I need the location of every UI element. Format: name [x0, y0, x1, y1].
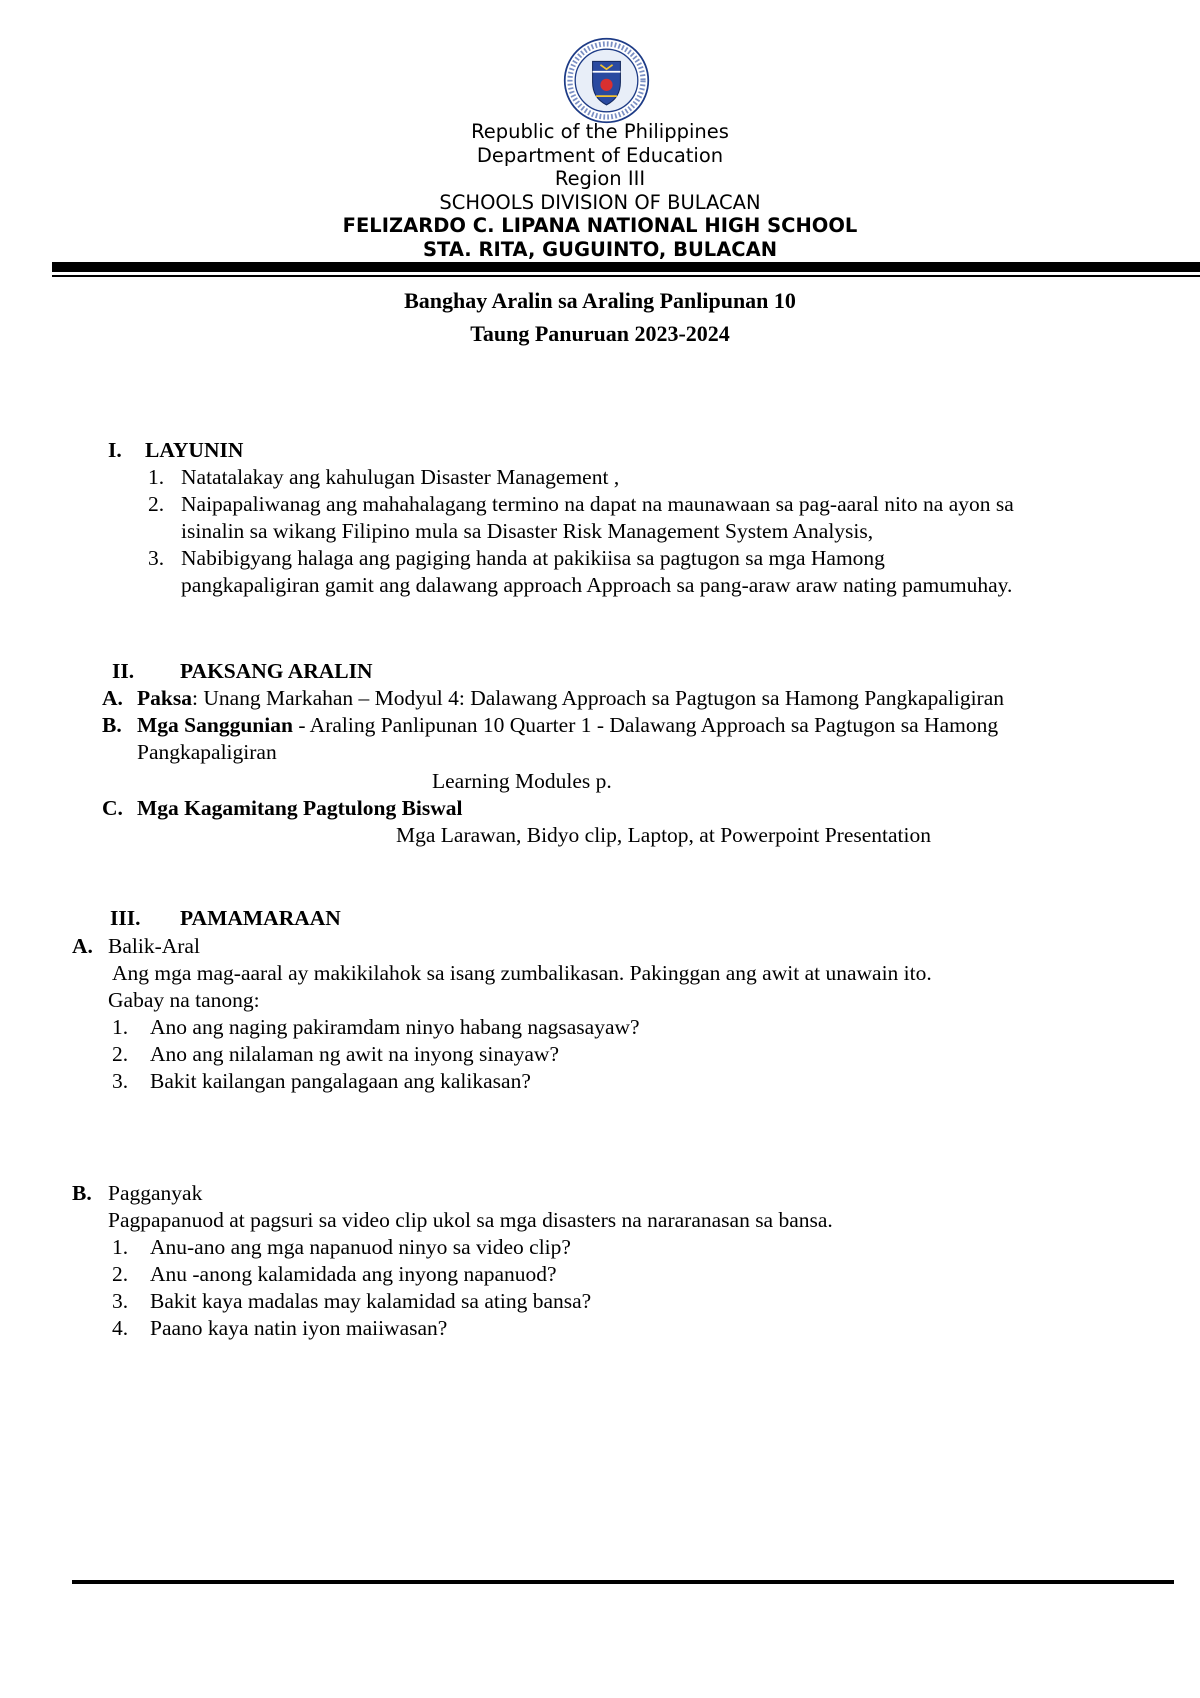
list-number: 4. — [112, 1316, 129, 1340]
list-letter: B. — [102, 713, 122, 737]
letterhead — [0, 120, 1200, 261]
deped-seal-icon — [563, 37, 650, 124]
subtitle-line: Taung Panuruan 2023-2024 — [470, 321, 730, 346]
header-line: SCHOOLS DIVISION OF BULACAN — [439, 190, 761, 214]
list-number: 2. — [148, 492, 165, 516]
school-address: STA. RITA, GUGUINTO, BULACAN — [422, 237, 778, 261]
question-item: Bakit kailangan pangalagaan ang kalikasan? — [150, 1069, 531, 1093]
header-divider-thin — [52, 275, 1200, 277]
list-number: 1. — [148, 465, 165, 489]
list-item: Nabibigyang halaga ang pagiging handa at pakikiisa sa pagtugon sa mga Hamong — [181, 546, 885, 570]
guide-label: Gabay na tanong: — [108, 988, 260, 1012]
list-number: 1. — [112, 1015, 129, 1039]
title-line: Banghay Aralin sa Araling Panlipunan 10 — [404, 288, 796, 313]
list-letter: A. — [102, 686, 123, 710]
topic-label: Paksa — [137, 686, 192, 710]
header-divider-thick — [52, 262, 1200, 272]
reference-label: Mga Sanggunian — [137, 713, 293, 737]
question-item: Ano ang nilalaman ng awit na inyong sinayaw? — [150, 1042, 559, 1066]
list-letter: B. — [72, 1181, 92, 1205]
section-heading: LAYUNIN — [145, 438, 244, 462]
question-item: Paano kaya natin iyon maiiwasan? — [150, 1316, 448, 1340]
list-item-continued: isinalin sa wikang Filipino mula sa Disaster Risk Management System Analysis, — [181, 519, 874, 543]
section-heading: PAKSANG ARALIN — [180, 659, 373, 683]
reference-line — [137, 712, 998, 739]
footer-divider — [72, 1580, 1174, 1584]
materials-text: Mga Larawan, Bidyo clip, Laptop, at Powerpoint Presentation — [396, 823, 931, 847]
list-item-continued: pangkapaligiran gamit ang dalawang approach Approach sa pang-araw araw nating pamumuhay. — [181, 573, 1013, 597]
topic-text: : Unang Markahan – Modyul 4: Dalawang Approach sa Pagtugon sa Hamong Pangkapaligiran — [191, 686, 1005, 710]
school-name: FELIZARDO C. LIPANA NATIONAL HIGH SCHOOL — [342, 214, 858, 237]
list-number: 3. — [112, 1069, 129, 1093]
header-line: Department of Education — [476, 143, 724, 167]
reference-text-continued: Learning Modules p. — [432, 769, 612, 793]
section-numeral: III. — [110, 906, 141, 930]
reference-text: - Araling Panlipunan 10 Quarter 1 - Dalawang Approach sa Pagtugon sa Hamong — [292, 713, 999, 737]
header-line: Republic of the Philippines — [471, 120, 729, 143]
topic-line — [137, 685, 1004, 712]
list-number: 2. — [112, 1042, 129, 1066]
question-item: Anu-ano ang mga napanuod ninyo sa video clip? — [150, 1235, 571, 1259]
document-title — [0, 284, 1200, 350]
section-heading: PAMAMARAAN — [180, 906, 341, 930]
subsection-heading: Balik-Aral — [108, 934, 200, 958]
subsection-heading: Pagganyak — [108, 1181, 203, 1205]
section-numeral: II. — [112, 659, 135, 683]
list-number: 2. — [112, 1262, 129, 1286]
question-item: Bakit kaya madalas may kalamidad sa ating bansa? — [150, 1289, 592, 1313]
list-number: 3. — [112, 1289, 129, 1313]
list-item: Natatalakay ang kahulugan Disaster Management , — [181, 465, 620, 489]
list-letter: A. — [72, 934, 93, 958]
header-line: Region III — [554, 167, 646, 190]
materials-label: Mga Kagamitang Pagtulong Biswal — [137, 796, 463, 820]
paragraph: Pagpapanuod at pagsuri sa video clip ukol sa mga disasters na nararanasan sa bansa. — [108, 1208, 833, 1232]
section-numeral: I. — [108, 438, 122, 462]
question-item: Ano ang naging pakiramdam ninyo habang nagsasayaw? — [150, 1015, 640, 1039]
list-item: Naipapaliwanag ang mahahalagang termino na dapat na maunawaan sa pag-aaral nito na ayon sa — [181, 492, 1014, 516]
question-item: Anu -anong kalamidada ang inyong napanuod? — [150, 1262, 557, 1286]
list-letter: C. — [102, 796, 123, 820]
reference-text-continued: Pangkapaligiran — [137, 740, 277, 764]
list-number: 1. — [112, 1235, 129, 1259]
list-number: 3. — [148, 546, 165, 570]
paragraph: Ang mga mag-aaral ay makikilahok sa isang zumbalikasan. Pakinggan ang awit at unawain ito. — [112, 961, 932, 985]
